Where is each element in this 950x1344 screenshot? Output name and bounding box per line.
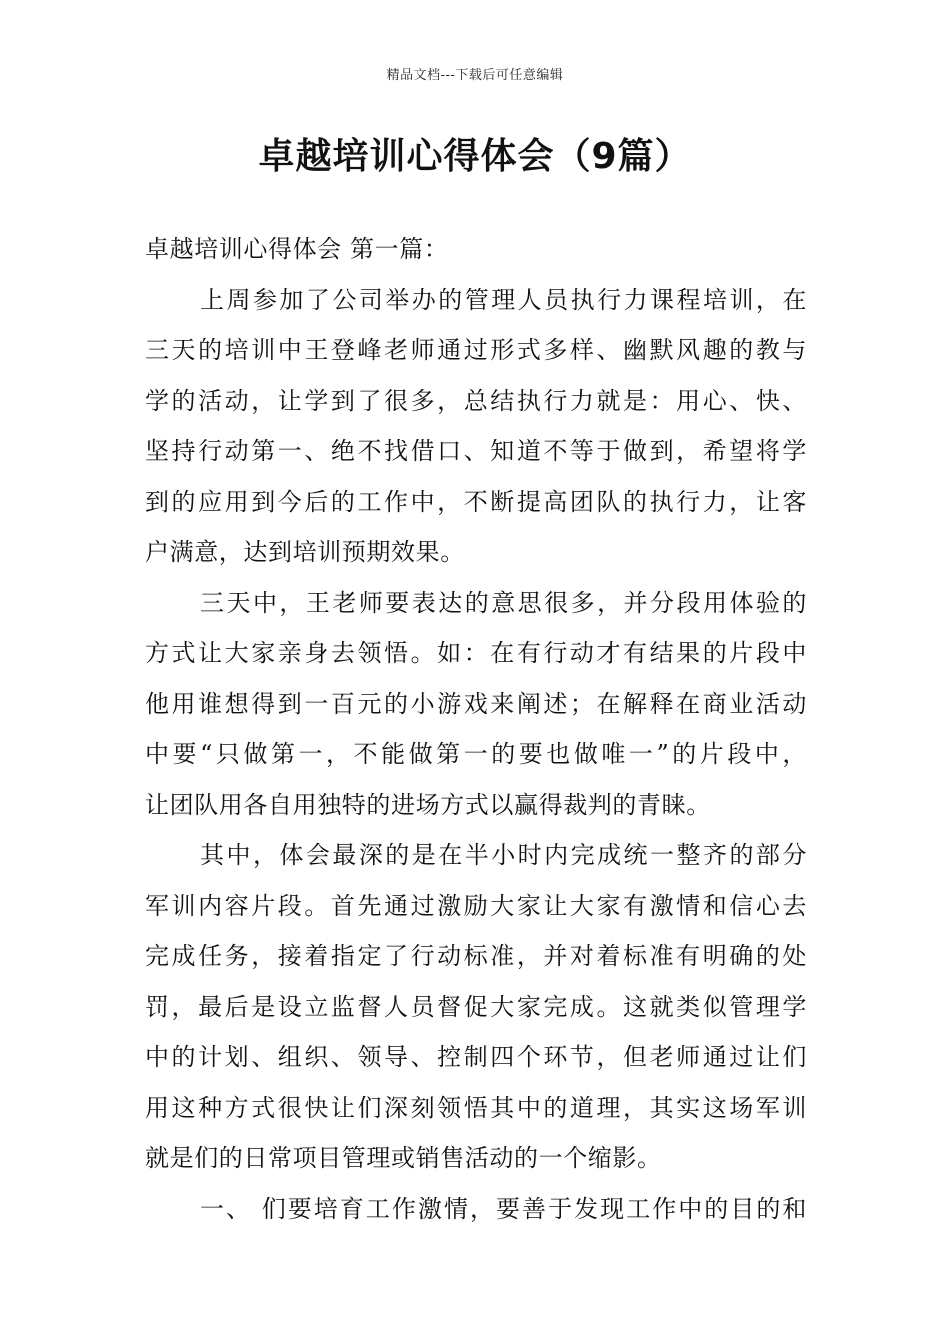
- paragraph-line: 其中，体会最深的是在半小时内完成统一整齐的部分: [200, 841, 807, 869]
- paragraph-line: 他用谁想得到一百元的小游戏来阐述；在解释在商业活动: [145, 689, 807, 718]
- paragraph-line: 让团队用各自用独特的进场方式以赢得裁判的青睐。: [145, 790, 711, 819]
- paragraph-line: 学的活动，让学到了很多，总结执行力就是：用心、快、: [145, 386, 807, 415]
- header-note: 精品文档---下载后可任意编辑: [386, 68, 564, 83]
- paragraph-line: 三天中，王老师要表达的意思很多，并分段用体验的: [200, 588, 807, 617]
- document-title: 卓越培训心得体会（9篇）: [258, 136, 692, 177]
- paragraph-line: 用这种方式很快让们深刻领悟其中的道理，其实这场军训: [145, 1093, 807, 1122]
- paragraph-line: 一、 们要培育工作激情，要善于发现工作中的目的和: [200, 1194, 807, 1223]
- paragraph-line: 军训内容片段。首先通过激励大家让大家有激情和信心去: [145, 891, 807, 920]
- paragraph-line: 户满意，达到培训预期效果。: [145, 538, 465, 566]
- paragraph-line: 方式让大家亲身去领悟。如：在有行动才有结果的片段中: [145, 639, 807, 667]
- paragraph-line: 中的计划、组织、领导、控制四个环节，但老师通过让们: [145, 1043, 807, 1071]
- section-heading: 卓越培训心得体会 第一篇：: [145, 235, 449, 263]
- paragraph-line: 就是们的日常项目管理或销售活动的一个缩影。: [145, 1144, 662, 1172]
- paragraph-line: 中要“只做第一，不能做第一的要也做唯一”的片段中，: [145, 740, 807, 768]
- document-body: [145, 224, 807, 1234]
- paragraph-line: 罚，最后是设立监督人员督促大家完成。这就类似管理学: [145, 992, 807, 1021]
- paragraph-line: 上周参加了公司举办的管理人员执行力课程培训，在: [200, 285, 807, 314]
- paragraph-line: 坚持行动第一、绝不找借口、知道不等于做到，希望将学: [145, 437, 807, 465]
- paragraph-line: 完成任务，接着指定了行动标准，并对着标准有明确的处: [145, 942, 807, 970]
- paragraph-line: 到的应用到今后的工作中，不断提高团队的执行力，让客: [145, 487, 807, 516]
- paragraph-line: 三天的培训中王登峰老师通过形式多样、幽默风趣的教与: [145, 336, 807, 364]
